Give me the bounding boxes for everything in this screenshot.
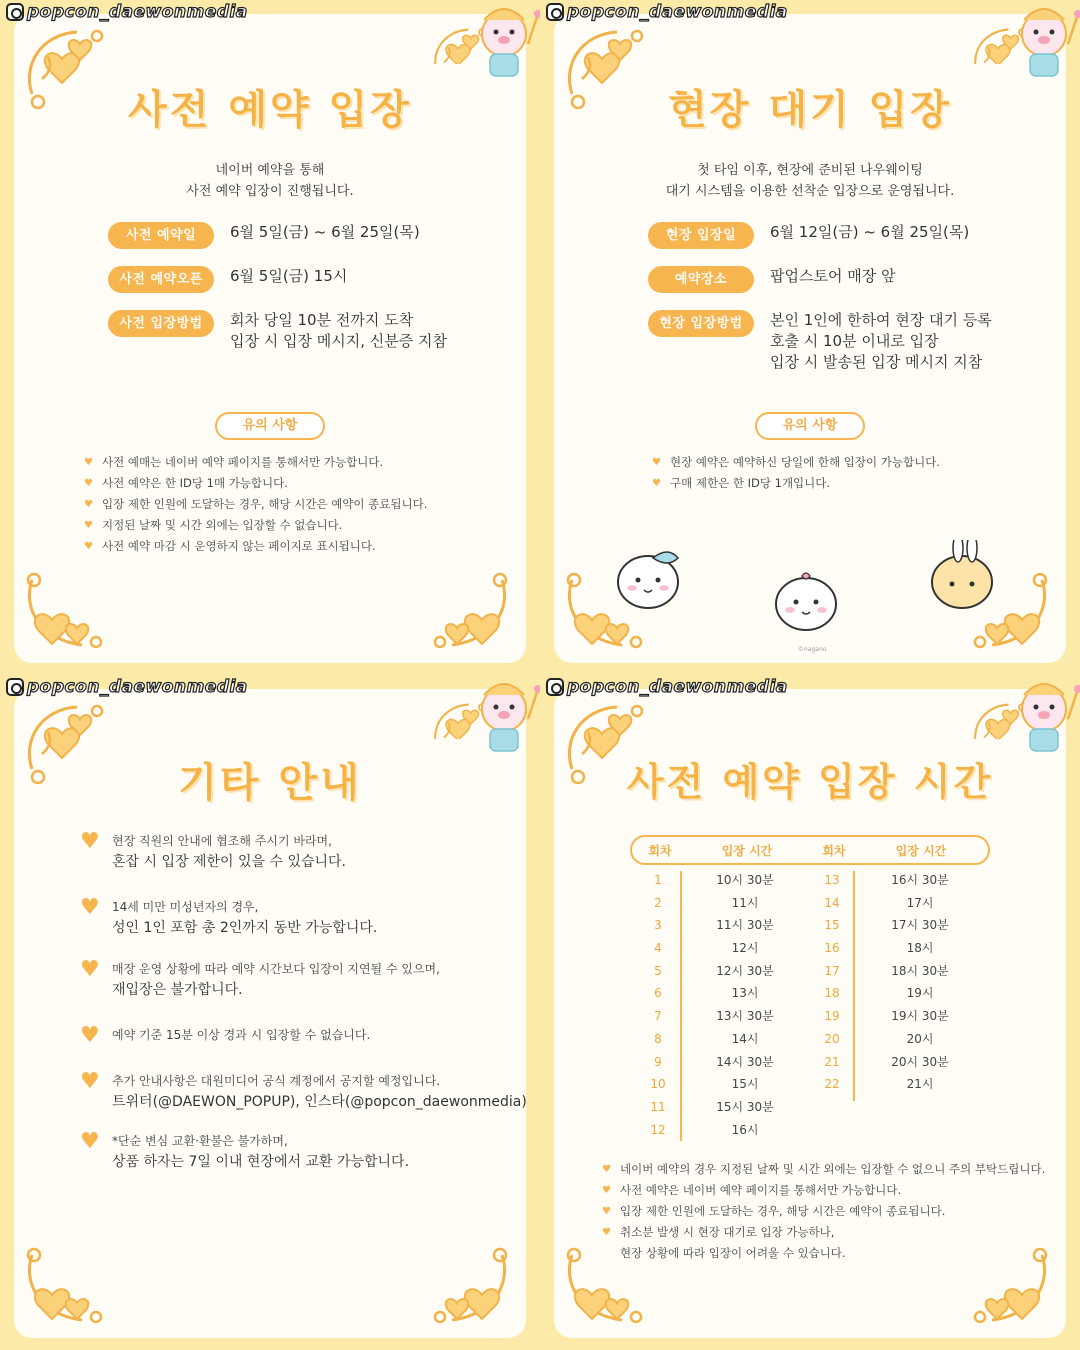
info-line: 14세 미만 미성년자의 경우,	[112, 900, 259, 914]
round-cell: 9	[654, 1054, 662, 1069]
instagram-icon	[546, 3, 564, 21]
label-pill: 사전 예약일	[108, 222, 214, 249]
note-item: ♥ 사전 예매는 네이버 예약 페이지를 통해서만 가능합니다.	[84, 452, 427, 473]
time-cell: 15시 30분	[716, 1099, 774, 1114]
label-pill: 현장 입장방법	[648, 310, 754, 337]
round-cell: 7	[654, 1009, 662, 1024]
header-time: 입장 시간	[721, 843, 773, 858]
round-cell: 2	[654, 895, 662, 910]
info-line-strong: 성인 1인 포함 총 2인까지 동반 가능합니다.	[112, 920, 378, 936]
character-illustration	[766, 562, 856, 652]
credit-text: ©nagano	[798, 646, 827, 653]
info-row	[108, 266, 347, 293]
row-value: 호출 시 10분 이내로 입장	[770, 332, 939, 350]
table-divider	[853, 871, 855, 1101]
time-cell: 19시 30분	[891, 1009, 949, 1024]
instagram-icon	[546, 678, 564, 696]
instagram-handle[interactable]: popcon_daewonmedia	[546, 2, 788, 22]
round-cell: 22	[824, 1077, 840, 1092]
time-cell: 10시 30분	[716, 873, 774, 887]
time-column	[865, 869, 975, 1096]
info-item	[80, 831, 346, 873]
info-line: 매장 운영 상황에 따라 예약 시간보다 입장이 지연될 수 있으며,	[112, 962, 440, 976]
time-cell: 15시	[731, 1077, 759, 1092]
character-illustration	[608, 540, 698, 630]
intro-line-2: 대기 시스템을 이용한 선착순 입장으로 운영됩니다.	[665, 184, 955, 199]
instagram-handle[interactable]: popcon_daewonmedia	[546, 677, 788, 697]
mimi-mascot-icon	[1012, 6, 1080, 82]
panel-onsite-waiting	[540, 0, 1080, 675]
round-cell: 12	[650, 1122, 666, 1137]
info-item	[80, 1131, 409, 1173]
round-cell: 16	[824, 941, 840, 956]
round-column	[812, 869, 852, 1096]
corner-ornament	[22, 1245, 107, 1330]
time-cell: 19시	[906, 986, 934, 1001]
time-cell: 14시 30분	[716, 1054, 774, 1069]
panel-pre-reservation	[0, 0, 540, 675]
mimi-mascot-icon	[1012, 681, 1080, 757]
instagram-handle[interactable]: popcon_daewonmedia	[6, 2, 248, 22]
label-pill: 예약장소	[648, 266, 754, 293]
page-title: 현장 대기 입장	[668, 87, 952, 133]
header-round: 회차	[648, 843, 672, 858]
round-cell: 11	[650, 1099, 666, 1114]
time-cell: 11시	[731, 895, 759, 910]
header-time: 입장 시간	[895, 843, 947, 858]
time-cell: 12시 30분	[716, 963, 774, 978]
corner-ornament	[432, 1245, 517, 1330]
heart-icon: ♥	[80, 1129, 100, 1154]
notes-label-badge: 유의 사항	[755, 412, 865, 440]
round-cell: 13	[824, 873, 840, 887]
row-value: 입장 시 입장 메시지, 신분증 지참	[230, 332, 447, 350]
info-line: *단순 변심 교환·환불은 불가하며,	[112, 1134, 288, 1148]
note-item: ♥ 현장 예약은 예약하신 당일에 한해 입장이 가능합니다.	[652, 452, 940, 473]
heart-icon: ♥	[80, 829, 100, 854]
time-cell: 20시 30분	[891, 1054, 949, 1069]
round-cell: 10	[650, 1077, 666, 1092]
info-row	[108, 310, 447, 352]
note-item: ♥ 취소분 발생 시 현장 대기로 입장 가능하나,	[602, 1222, 1045, 1243]
table-divider	[680, 871, 682, 1141]
intro-line-1: 첫 타임 이후, 현장에 준비된 나우웨이팅	[697, 163, 923, 178]
time-cell: 11시 30분	[716, 918, 774, 933]
time-column	[690, 869, 800, 1141]
round-cell: 8	[654, 1031, 662, 1046]
heart-icon: ♥	[80, 1069, 100, 1094]
time-cell: 13시	[731, 986, 759, 1001]
info-row	[648, 266, 895, 293]
round-cell: 3	[654, 918, 662, 933]
info-row	[648, 310, 992, 373]
corner-ornament	[22, 570, 107, 655]
heart-icon: ♥	[80, 895, 100, 920]
character-illustration	[922, 540, 1012, 630]
round-cell: 5	[654, 963, 662, 978]
notes-list	[602, 1159, 1045, 1264]
round-cell: 6	[654, 986, 662, 1001]
time-cell: 17시	[906, 895, 934, 910]
note-item: 현장 상황에 따라 입장이 어려울 수 있습니다.	[620, 1246, 846, 1260]
time-cell: 17시 30분	[891, 918, 949, 933]
note-item: ♥ 네이버 예약의 경우 지정된 날짜 및 시간 외에는 입장할 수 없으니 주의 부탁드립니다.	[602, 1159, 1045, 1180]
instagram-icon	[6, 3, 24, 21]
row-value: 6월 5일(금) ~ 6월 25일(목)	[230, 223, 420, 241]
info-row	[648, 222, 969, 249]
info-item	[80, 897, 377, 939]
notes-list	[84, 452, 427, 557]
round-cell: 19	[824, 1009, 840, 1024]
table-header	[630, 835, 990, 865]
row-value: 회차 당일 10분 전까지 도착	[230, 311, 414, 329]
row-value: 6월 5일(금) 15시	[230, 267, 348, 285]
time-cell: 14시	[731, 1031, 759, 1046]
label-pill: 사전 입장방법	[108, 310, 214, 337]
note-item: ♥ 구매 제한은 한 ID당 1개입니다.	[652, 473, 940, 494]
row-value: 6월 12일(금) ~ 6월 25일(목)	[770, 223, 970, 241]
round-cell: 4	[654, 941, 662, 956]
time-cell: 16시 30분	[891, 873, 949, 887]
note-item: ♥ 사전 예약 마감 시 운영하지 않는 페이지로 표시됩니다.	[84, 536, 427, 557]
info-line-strong: 재입장은 불가합니다.	[112, 982, 243, 998]
heart-icon: ♥	[80, 957, 100, 982]
time-cell: 18시	[906, 941, 934, 956]
round-cell: 20	[824, 1031, 840, 1046]
round-cell: 17	[824, 963, 840, 978]
label-pill: 사전 예약오픈	[108, 266, 214, 293]
time-cell: 13시 30분	[716, 1009, 774, 1024]
info-row	[108, 222, 420, 249]
panel-other-info	[0, 675, 540, 1350]
time-cell: 12시	[731, 941, 759, 956]
note-item: ♥ 사전 예약은 한 ID당 1매 가능합니다.	[84, 473, 427, 494]
page-title: 사전 예약 입장	[128, 87, 412, 133]
round-cell: 14	[824, 895, 840, 910]
time-cell: 21시	[906, 1077, 934, 1092]
info-item	[80, 1025, 370, 1047]
time-cell: 20시	[906, 1031, 934, 1046]
mimi-mascot-icon	[472, 681, 544, 757]
note-item: ♥ 입장 제한 인원에 도달하는 경우, 해당 시간은 예약이 종료됩니다.	[602, 1201, 1045, 1222]
row-value: 입장 시 발송된 입장 메시지 지참	[770, 353, 983, 371]
notes-label-badge: 유의 사항	[215, 412, 325, 440]
round-cell: 21	[824, 1054, 840, 1069]
note-item: ♥ 지정된 날짜 및 시간 외에는 입장할 수 없습니다.	[84, 515, 427, 536]
page-title: 기타 안내	[178, 760, 362, 806]
intro-line-2: 사전 예약 입장이 진행됩니다.	[186, 184, 354, 199]
heart-icon: ♥	[80, 1023, 100, 1048]
intro-line-1: 네이버 예약을 통해	[215, 163, 325, 178]
time-cell: 16시	[731, 1122, 759, 1137]
info-line-strong: 혼잡 시 입장 제한이 있을 수 있습니다.	[112, 854, 347, 870]
panel-time-table	[540, 675, 1080, 1350]
mimi-mascot-icon	[472, 6, 544, 82]
info-item	[80, 1071, 527, 1113]
row-value: 팝업스토어 매장 앞	[770, 267, 896, 285]
notes-list	[652, 452, 940, 494]
round-column	[638, 869, 678, 1141]
header-round: 회차	[822, 843, 846, 858]
page-title: 사전 예약 입장 시간	[626, 760, 994, 804]
corner-ornament	[432, 570, 517, 655]
info-line-strong: 예약 기준 15분 이상 경과 시 입장할 수 없습니다.	[112, 1028, 371, 1042]
info-line: 추가 안내사항은 대원미디어 공식 계정에서 공지할 예정입니다.	[112, 1074, 441, 1088]
time-cell: 18시 30분	[891, 963, 949, 978]
round-cell: 15	[824, 918, 840, 933]
round-cell: 1	[654, 873, 662, 887]
info-line-strong: 트위터(@DAEWON_POPUP), 인스타(@popcon_daewonmedia)	[112, 1094, 527, 1110]
round-cell: 18	[824, 986, 840, 1001]
instagram-handle[interactable]: popcon_daewonmedia	[6, 677, 248, 697]
instagram-icon	[6, 678, 24, 696]
info-line-strong: 상품 하자는 7일 이내 현장에서 교환 가능합니다.	[112, 1154, 410, 1170]
info-line: 현장 직원의 안내에 협조해 주시기 바라며,	[112, 834, 332, 848]
info-item	[80, 959, 440, 1001]
note-item: ♥ 입장 제한 인원에 도달하는 경우, 해당 시간은 예약이 종료됩니다.	[84, 494, 427, 515]
note-item: ♥ 사전 예약은 네이버 예약 페이지를 통해서만 가능합니다.	[602, 1180, 1045, 1201]
label-pill: 현장 입장일	[648, 222, 754, 249]
row-value: 본인 1인에 한하여 현장 대기 등록	[770, 311, 992, 329]
